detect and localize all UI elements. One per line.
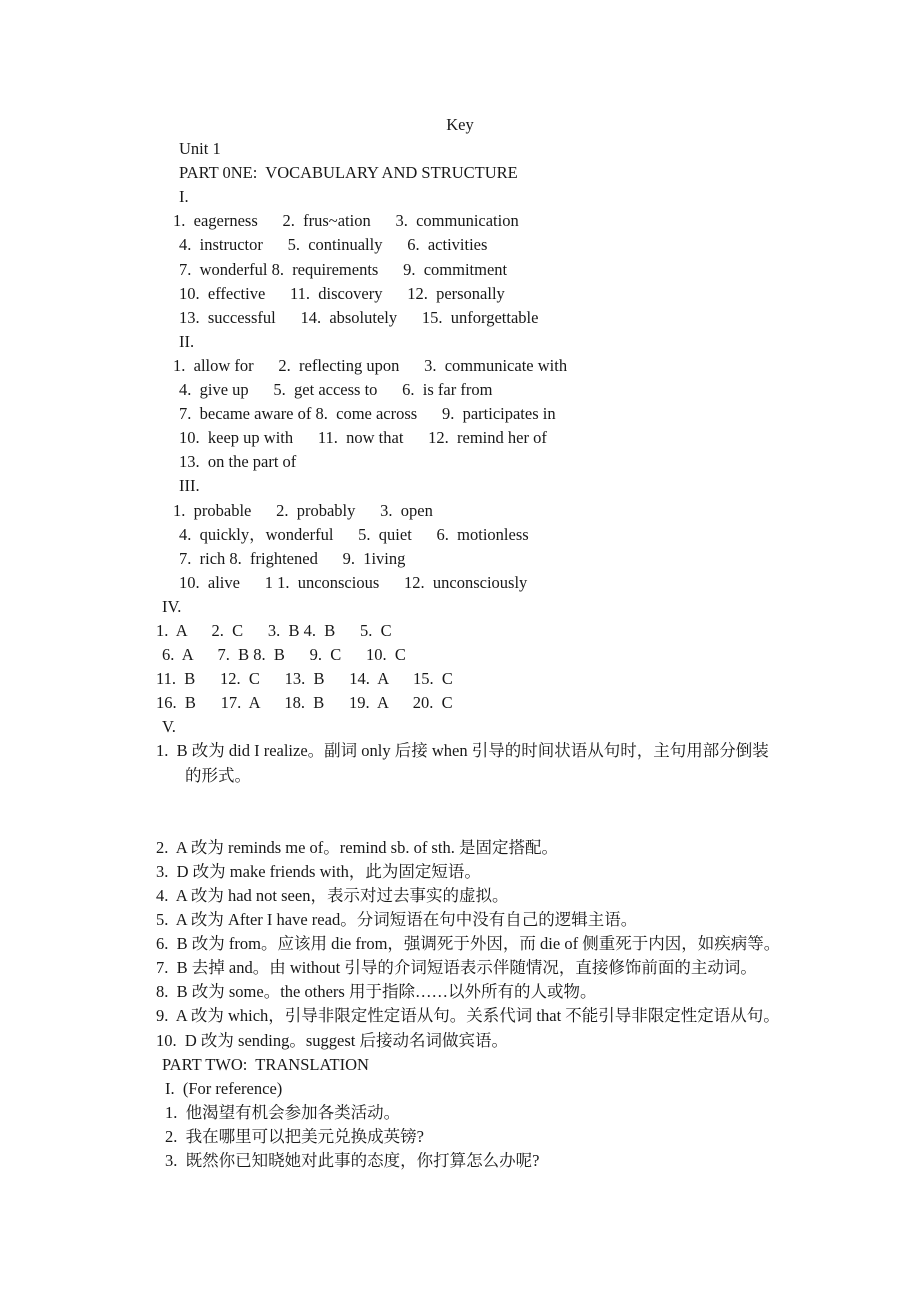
note-continuation-line: 的形式。 bbox=[185, 765, 251, 785]
answer-row: 11. B 12. C 13. B 14. A 15. C bbox=[156, 669, 453, 689]
blank-line bbox=[0, 788, 920, 812]
answer-row: 13. successful 14. absolutely 15. unforgettable bbox=[179, 307, 539, 327]
section-heading: III. bbox=[179, 476, 200, 496]
translation-line: 2. 我在哪里可以把美元兑换成英镑? bbox=[165, 1126, 424, 1146]
note-line: 2. A 改为 reminds me of。remind sb. of sth. 是固定搭配。 bbox=[156, 837, 558, 857]
note-line: 1. B 改为 did I realize。副词 only 后接 when 引导的时间状语从句时，主句用部分倒装 bbox=[156, 741, 769, 761]
note-line: 4. A 改为 had not seen，表示对过去事实的虚拟。 bbox=[156, 886, 509, 905]
answer-row: 4. instructor 5. continually 6. activities bbox=[179, 235, 488, 255]
answer-row: 6. A 7. B 8. B 9. C 10. C bbox=[162, 645, 406, 665]
answer-row: 1. eagerness 2. frus~ation 3. communication bbox=[173, 211, 519, 231]
part-heading: PART 0NE: VOCABULARY AND STRUCTURE bbox=[179, 163, 518, 183]
answer-row: 1. probable 2. probably 3. open bbox=[173, 500, 433, 520]
answer-row: 4. quickly，wonderful 5. quiet 6. motionless bbox=[179, 524, 529, 544]
note-line: 7. B 去掉 and。由 without 引导的介词短语表示伴随情况，直接修饰前面的主动词。 bbox=[156, 958, 757, 978]
note-line: 3. D 改为 make friends with，此为固定短语。 bbox=[156, 861, 481, 881]
document-body bbox=[0, 113, 920, 1173]
section-heading: II. bbox=[179, 331, 195, 351]
note-line: 10. D 改为 sending。suggest 后接动名词做宾语。 bbox=[156, 1030, 508, 1050]
translation-line: 3. 既然你已知晓她对此事的态度，你打算怎么办呢? bbox=[165, 1151, 540, 1171]
answer-row: 7. became aware of 8. come across 9. participates in bbox=[179, 404, 556, 424]
note-line: 9. A 改为 which，引导非限定性定语从句。关系代词 that 不能引导非限定性定语从句。 bbox=[156, 1006, 780, 1026]
note-line: 5. A 改为 After I have read。分词短语在句中没有自己的逻辑主语。 bbox=[156, 910, 638, 930]
answer-row: 1. A 2. C 3. B 4. B 5. C bbox=[156, 620, 392, 640]
answer-row: 7. rich 8. frightened 9. 1iving bbox=[179, 548, 406, 568]
unit-heading: Unit 1 bbox=[179, 139, 221, 159]
answer-row: 13. on the part of bbox=[179, 452, 297, 472]
document-title: Key bbox=[446, 115, 474, 134]
answer-row: 7. wonderful 8. requirements 9. commitment bbox=[179, 259, 508, 279]
section-heading: I. bbox=[179, 187, 189, 207]
answer-row: 4. give up 5. get access to 6. is far from bbox=[179, 380, 493, 400]
answer-row: 1. allow for 2. reflecting upon 3. communicate with bbox=[173, 355, 568, 375]
section-heading: IV. bbox=[162, 596, 182, 616]
note-line: 8. B 改为 some。the others 用于指除……以外所有的人或物。 bbox=[156, 982, 597, 1002]
answer-row: 16. B 17. A 18. B 19. A 20. C bbox=[156, 693, 453, 713]
answer-row: 10. alive 1 1. unconscious 12. unconsciously bbox=[179, 572, 528, 592]
answer-row: 10. effective 11. discovery 12. personally bbox=[179, 283, 505, 303]
section-heading: I. (For reference) bbox=[165, 1078, 283, 1098]
note-line: 6. B 改为 from。应该用 die from，强调死于外因，而 die of 侧重死于内因，如疾病等。 bbox=[156, 934, 781, 954]
translation-line: 1. 他渴望有机会参加各类活动。 bbox=[165, 1102, 401, 1122]
answer-row: 10. keep up with 11. now that 12. remind her of bbox=[179, 428, 547, 448]
part-heading: PART TWO: TRANSLATION bbox=[162, 1054, 369, 1074]
section-heading: V. bbox=[162, 717, 176, 737]
blank-line bbox=[0, 812, 920, 836]
